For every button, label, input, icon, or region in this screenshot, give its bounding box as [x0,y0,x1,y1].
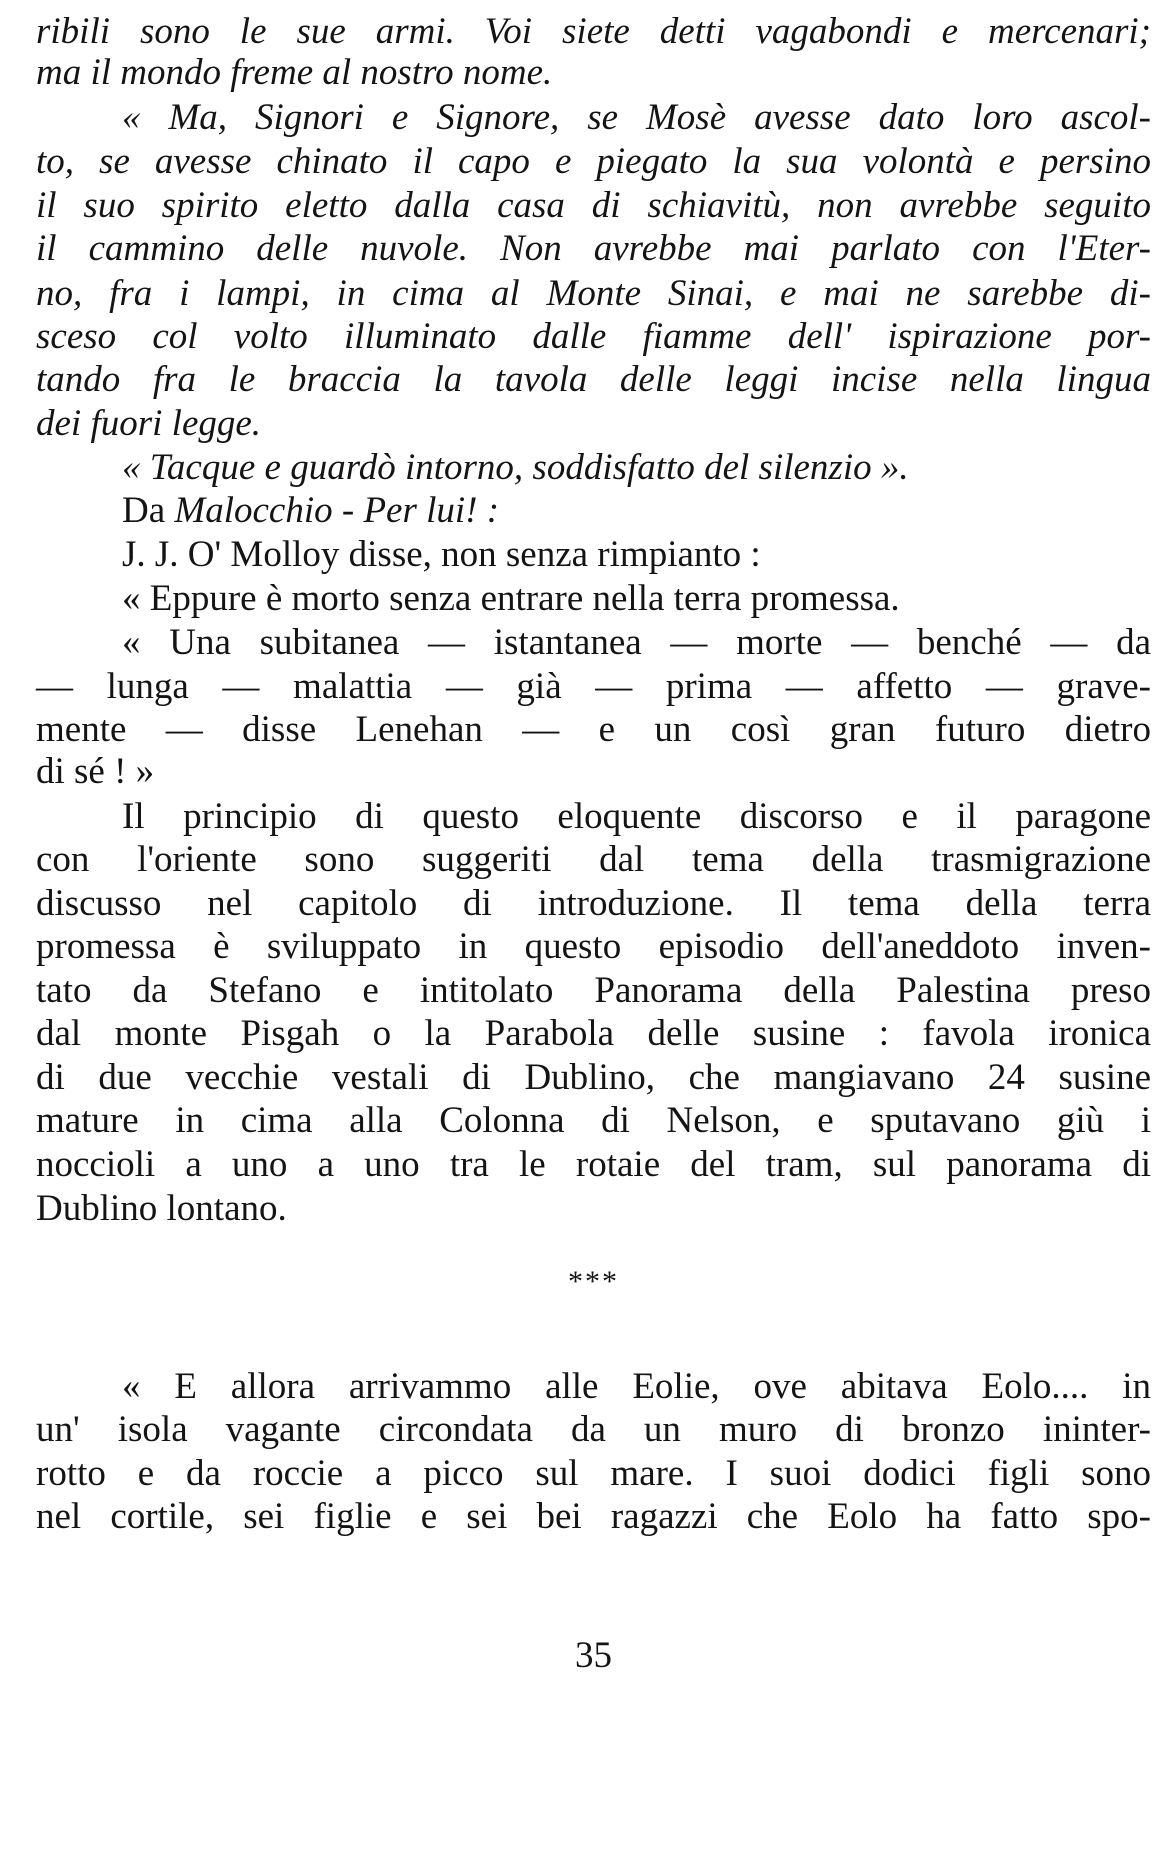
text-line: sceso col volto illuminato dalle fiamme dell' ispirazione por- [36,316,1151,357]
text-line: noccioli a uno a uno tra le rotaie del tram, sul panorama di [36,1144,1151,1185]
text-line: promessa è sviluppato in questo episodio dell'aneddoto inven- [36,926,1151,967]
text-line: « E allora arrivammo alle Eolie, ove abitava Eolo.... in [122,1366,1151,1407]
text-line: con l'oriente sono suggeriti dal tema della trasmigrazione [36,839,1151,880]
page-number: 35 [575,1635,612,1676]
text-line: « Una subitanea — istantanea — morte — benché — da [122,622,1151,663]
text-line: J. J. O' Molloy disse, non senza rimpianto : [122,534,761,575]
text-line: tato da Stefano e intitolato Panorama della Palestina preso [36,970,1151,1011]
book-page [36,0,1151,1870]
text-line: il suo spirito eletto dalla casa di schiavitù, non avrebbe seguito [36,185,1151,226]
text-line: no, fra i lampi, in cima al Monte Sinai, e mai ne sarebbe di- [36,273,1151,314]
text-line: Il principio di questo eloquente discorso e il paragone [122,796,1151,837]
text-line: di sé ! » [36,751,155,792]
text-line: nel cortile, sei figlie e sei bei ragazzi che Eolo ha fatto spo- [36,1496,1151,1537]
text-line: dei fuori legge. [36,403,262,444]
text-line: to, se avesse chinato il capo e piegato la sua volontà e persino [36,141,1151,182]
section-break-asterisks: *** [568,1265,619,1298]
text-line: di due vecchie vestali di Dublino, che mangiavano 24 susine [36,1057,1151,1098]
text-line: un' isola vagante circondata da un muro di bronzo ininter- [36,1409,1151,1450]
text-line-with-title: Da Malocchio - Per lui! : [122,490,500,531]
text-line: « Tacque e guardò intorno, soddisfatto del silenzio ». [122,447,909,488]
text-line: ma il mondo freme al nostro nome. [36,52,553,93]
text-line: dal monte Pisgah o la Parabola delle susine : favola ironica [36,1013,1151,1054]
text-line: « Eppure è morto senza entrare nella terra promessa. [122,578,900,619]
text-line: mente — disse Lenehan — e un così gran futuro dietro [36,709,1151,750]
text-line: discusso nel capitolo di introduzione. Il tema della terra [36,883,1151,924]
text-line: rotto e da roccie a picco sul mare. I suoi dodici figli sono [36,1453,1151,1494]
text-line: ribili sono le sue armi. Voi siete detti vagabondi e mercenari; [36,11,1151,52]
text-line: tando fra le braccia la tavola delle leggi incise nella lingua [36,359,1151,400]
text-line: Dublino lontano. [36,1188,287,1229]
text-line: il cammino delle nuvole. Non avrebbe mai parlato con l'Eter- [36,228,1151,269]
text-line: mature in cima alla Colonna di Nelson, e sputavano giù i [36,1100,1151,1141]
italic-title: Malocchio - Per lui! : [174,490,500,531]
text-line: — lunga — malattia — già — prima — affetto — grave- [36,666,1151,707]
text-line: « Ma, Signori e Signore, se Mosè avesse dato loro ascol- [122,97,1151,138]
